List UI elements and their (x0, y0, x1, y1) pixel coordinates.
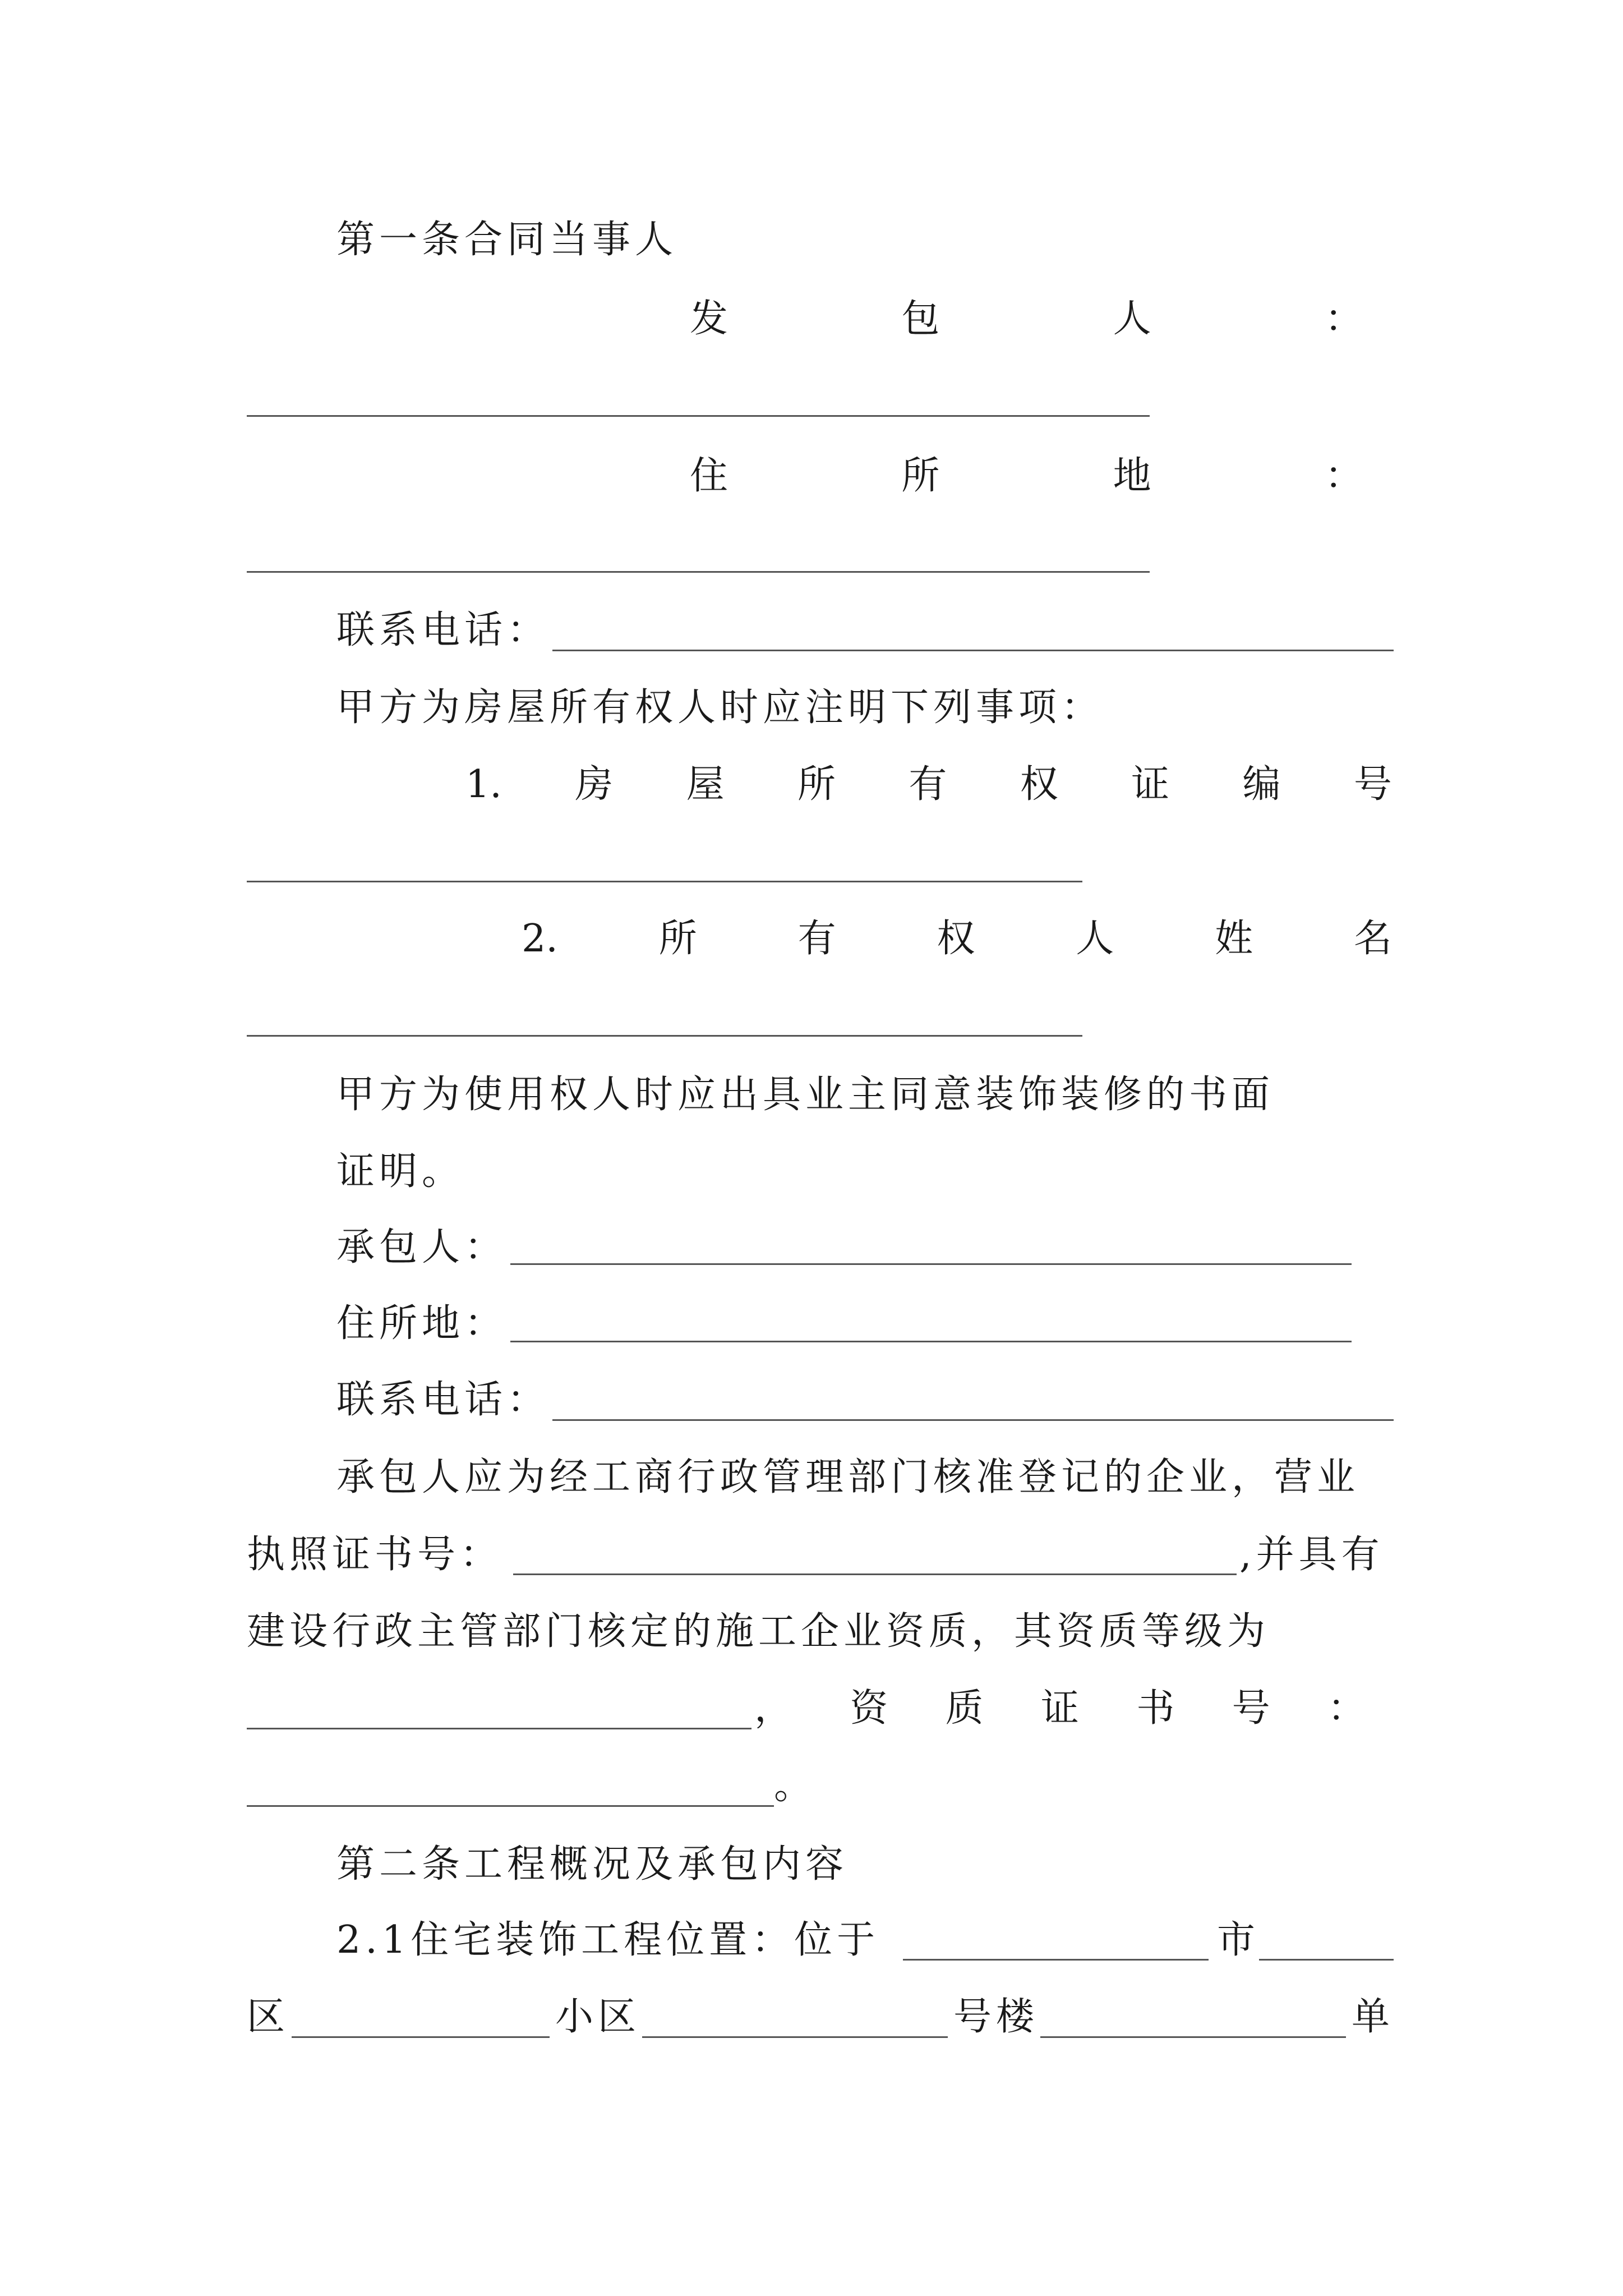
contractor-address-label: 住所地： (336, 1301, 508, 1346)
employer-label: 发 包 人 ： (690, 297, 1363, 341)
user-note-line1: 甲方为使用权人时应出具业主同意装饰装修的书面 (336, 1073, 1275, 1117)
qualification-level-blank[interactable] (247, 1728, 751, 1729)
building-blank[interactable] (642, 2036, 948, 2038)
contractor-address-blank[interactable] (510, 1341, 1352, 1342)
end-mark: 。 (774, 1764, 817, 1808)
owner-name-label: 2. 所 有 权 人 姓 名 (522, 917, 1392, 961)
license-line2-label: 执照证书号： (247, 1533, 503, 1577)
license-no-blank[interactable] (513, 1573, 1237, 1575)
employer-blank[interactable] (247, 415, 1150, 417)
district-blank-start[interactable] (1259, 1959, 1394, 1961)
unit-label: 单 (1352, 1995, 1395, 2039)
building-label: 号楼 (953, 1995, 1039, 2039)
owner-name-blank[interactable] (247, 1035, 1082, 1037)
district-label: 区 (247, 1995, 290, 2039)
qualification-cert-blank[interactable] (247, 1805, 774, 1807)
employer-address-blank[interactable] (247, 571, 1150, 573)
community-label: 小区 (555, 1995, 641, 2039)
user-note-line2: 证明。 (336, 1149, 465, 1194)
license-line3: 建设行政主管部门核定的施工企业资质，其资质等级为 (247, 1609, 1270, 1654)
contractor-phone-blank[interactable] (552, 1419, 1394, 1421)
employer-address-label: 住 所 地 ： (690, 454, 1363, 498)
contractor-blank[interactable] (510, 1263, 1352, 1265)
city-blank[interactable] (903, 1959, 1209, 1961)
city-label: 市 (1217, 1918, 1260, 1962)
owner-note: 甲方为房屋所有权人时应注明下列事项： (336, 685, 1104, 730)
license-line1: 承包人应为经工商行政管理部门核准登记的企业，营业 (336, 1455, 1360, 1499)
cert-no-blank[interactable] (247, 881, 1082, 882)
license-line2-suffix: ,并具有 (1239, 1533, 1384, 1577)
contractor-phone-label: 联系电话： (336, 1378, 550, 1422)
article1-title: 第一条合同当事人 (336, 218, 678, 262)
qualification-cert-label: ， 资 质 证 书 号 ： (754, 1686, 1366, 1731)
location-label: 2.1住宅装饰工程位置：位于 (336, 1918, 880, 1962)
cert-no-label: 1. 房 屋 所 有 权 证 编 号 (465, 762, 1392, 807)
unit-blank[interactable] (1040, 2036, 1346, 2038)
contractor-label: 承包人： (336, 1225, 508, 1269)
community-blank[interactable] (292, 2036, 550, 2038)
employer-phone-label: 联系电话： (336, 608, 550, 652)
employer-phone-blank[interactable] (552, 650, 1394, 651)
article2-title: 第二条工程概况及承包内容 (336, 1842, 849, 1887)
